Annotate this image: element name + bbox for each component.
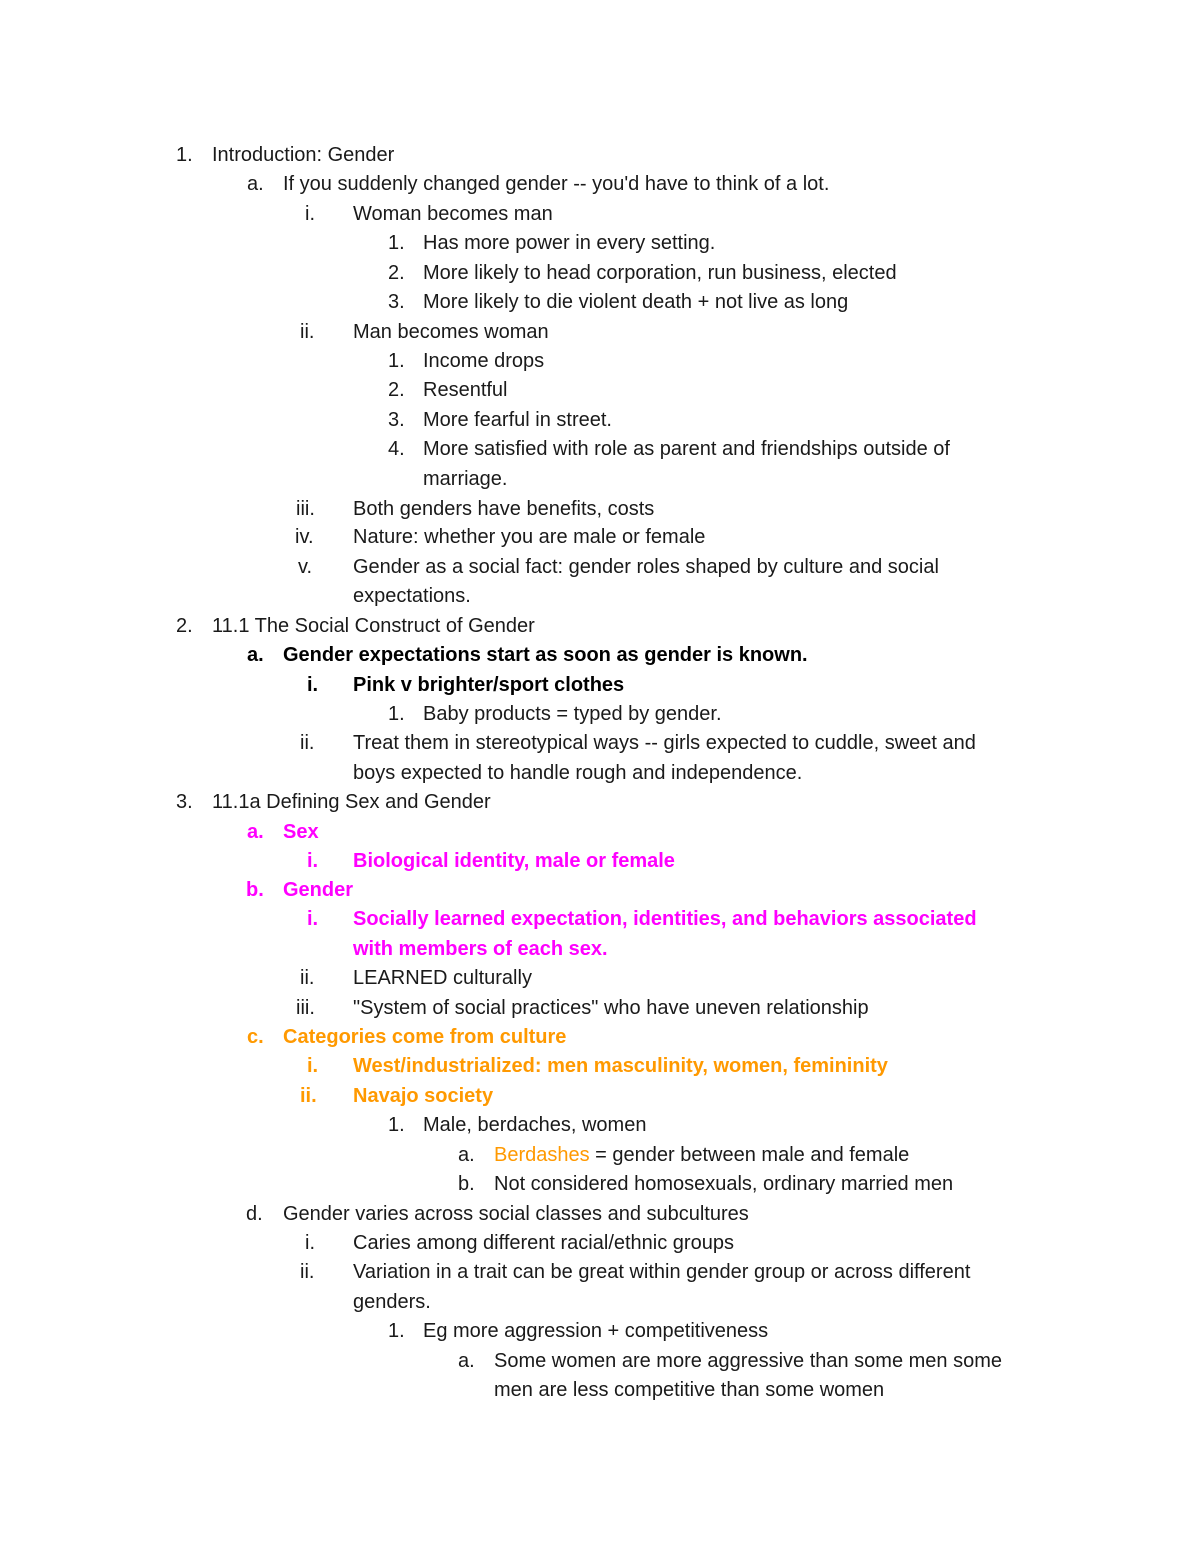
line-text: Gender [283, 879, 354, 901]
list-marker: 4. [388, 438, 405, 460]
line-text: Some women are more aggressive than some men some [494, 1350, 1003, 1372]
list-marker: a. [247, 821, 264, 843]
line-text: Treat them in stereotypical ways -- girls expected to cuddle, sweet and [353, 732, 976, 754]
line-text: Sex [283, 821, 319, 843]
list-marker: ii. [300, 1085, 317, 1107]
list-marker: 1. [388, 703, 405, 725]
line-text: Woman becomes man [353, 203, 553, 225]
list-marker: i. [307, 674, 319, 696]
line-text: Berdashes [494, 1144, 590, 1166]
line-text: Gender as a social fact: gender roles shaped by culture and social [353, 556, 939, 578]
line-text: Not considered homosexuals, ordinary married men [494, 1173, 954, 1195]
line-text: More likely to head corporation, run business, elected [423, 262, 897, 284]
list-marker: i. [307, 850, 319, 872]
line-text: boys expected to handle rough and independence. [353, 762, 803, 784]
list-marker: 1. [388, 1320, 405, 1342]
list-marker: 2. [176, 615, 193, 637]
line-text: 11.1 The Social Construct of Gender [212, 615, 535, 637]
line-text: genders. [353, 1291, 431, 1313]
list-marker: 1. [388, 1114, 405, 1136]
line-text: "System of social practices" who have uneven relationship [353, 997, 869, 1019]
list-marker: 1. [176, 144, 193, 166]
line-text: Nature: whether you are male or female [353, 526, 706, 548]
list-marker: d. [246, 1203, 263, 1225]
list-marker: iv. [295, 526, 314, 548]
list-marker: c. [247, 1026, 264, 1048]
list-marker: b. [458, 1173, 475, 1195]
line-text: Baby products = typed by gender. [423, 703, 722, 725]
list-marker: i. [307, 908, 319, 930]
line-text: Eg more aggression + competitiveness [423, 1320, 769, 1342]
line-text: LEARNED culturally [353, 967, 532, 989]
list-marker: a. [458, 1144, 475, 1166]
list-marker: a. [458, 1350, 475, 1372]
list-marker: iii. [296, 997, 315, 1019]
line-text: Variation in a trait can be great within gender group or across different [353, 1261, 971, 1283]
list-marker: i. [305, 203, 315, 225]
line-text: Gender varies across social classes and subcultures [283, 1203, 749, 1225]
line-text: More likely to die violent death + not live as long [423, 291, 849, 313]
line-text: Socially learned expectation, identities, and behaviors associated [353, 908, 977, 930]
list-marker: ii. [300, 967, 315, 989]
list-marker: 1. [388, 232, 405, 254]
line-text: Has more power in every setting. [423, 232, 716, 254]
line-text: Both genders have benefits, costs [353, 498, 655, 520]
list-marker: 3. [388, 409, 405, 431]
line-text: Resentful [423, 379, 508, 401]
list-marker: b. [246, 879, 264, 901]
list-marker: 2. [388, 379, 405, 401]
line-text: If you suddenly changed gender -- you'd have to think of a lot. [283, 173, 830, 195]
list-marker: a. [247, 173, 264, 195]
line-text: Biological identity, male or female [353, 850, 675, 872]
list-marker: i. [305, 1232, 315, 1254]
list-marker: a. [247, 644, 264, 666]
line-text: Income drops [423, 350, 545, 372]
line-text: More fearful in street. [423, 409, 612, 431]
line-text: = gender between male and female [589, 1144, 910, 1166]
line-text: marriage. [423, 468, 508, 490]
line-text: with members of each sex. [353, 938, 608, 960]
list-marker: i. [307, 1055, 319, 1077]
list-marker: ii. [300, 732, 315, 754]
list-marker: ii. [300, 321, 315, 343]
list-marker: iii. [296, 498, 315, 520]
line-text: expectations. [353, 585, 471, 607]
list-marker: 3. [176, 791, 193, 813]
line-text: Gender expectations start as soon as gender is known. [283, 644, 808, 666]
line-text: Pink v brighter/sport clothes [353, 674, 625, 696]
line-text: West/industrialized: men masculinity, women, femininity [353, 1055, 888, 1077]
line-text: Caries among different racial/ethnic groups [353, 1232, 734, 1254]
list-marker: ii. [300, 1261, 315, 1283]
list-marker: 1. [388, 350, 405, 372]
line-text: Introduction: Gender [212, 144, 395, 166]
line-text: More satisfied with role as parent and friendships outside of [423, 438, 950, 460]
line-text: Categories come from culture [283, 1026, 567, 1048]
line-text: Man becomes woman [353, 321, 549, 343]
line-text: men are less competitive than some women [494, 1379, 885, 1401]
list-marker: 3. [388, 291, 405, 313]
list-marker: v. [298, 556, 313, 578]
line-text: Male, berdaches, women [423, 1114, 647, 1136]
line-text: Navajo society [353, 1085, 494, 1107]
list-marker: 2. [388, 262, 405, 284]
line-text: 11.1a Defining Sex and Gender [212, 791, 491, 813]
